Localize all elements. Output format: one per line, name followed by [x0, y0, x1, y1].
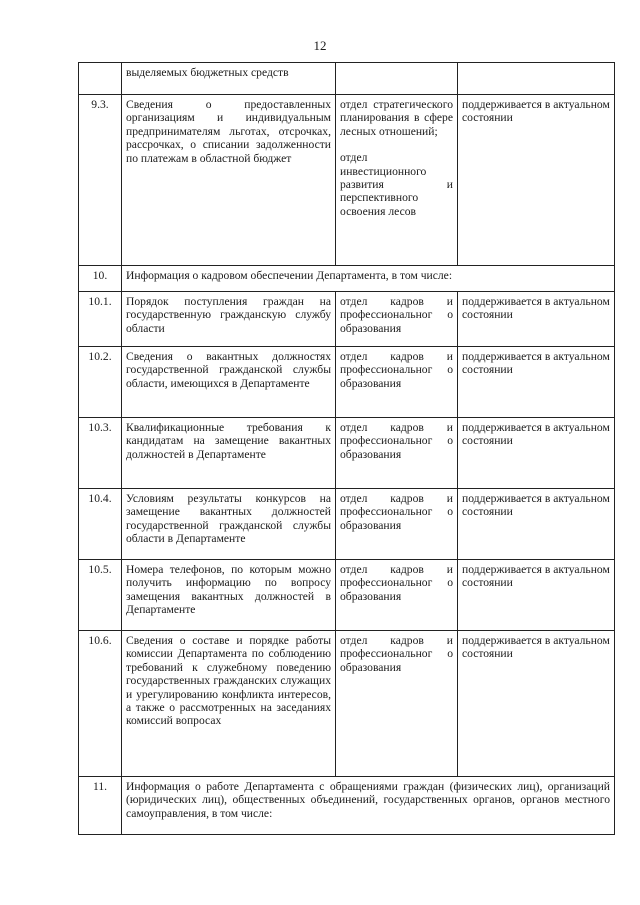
row-department-cell: отдел кадров и профессиональног о образования — [336, 631, 458, 777]
table-row — [79, 489, 615, 560]
row-number-cell: 9.3. — [79, 95, 122, 266]
row-number-cell: 10.2. — [79, 347, 122, 418]
row-number-cell: 10.3. — [79, 418, 122, 489]
row-number-cell: 10. — [79, 266, 122, 292]
row-description-cell: Сведения о составе и порядке работы комиссии Департамента по соблюдению требований к служебному поведению государственных гражданских служащих и урегулированию конфликта интересов, а также о рассмотренных на заседаниях комиссий вопросах — [122, 631, 336, 777]
row-department-cell: отдел кадров и профессиональног о образования — [336, 292, 458, 347]
row-number-cell: 10.6. — [79, 631, 122, 777]
table-row — [79, 95, 615, 266]
row-department-cell — [336, 63, 458, 95]
row-description-cell: Сведения о предоставленных организациям и индивидуальным предпринимателям льготах, отсрочках, рассрочках, о списании задолженности по платежам в областной бюджет — [122, 95, 336, 266]
row-number-cell: 11. — [79, 777, 122, 835]
row-department-cell: отдел кадров и профессиональног о образования — [336, 347, 458, 418]
row-department-cell: отдел кадров и профессиональног о образования — [336, 560, 458, 631]
row-status-cell: поддерживается в актуальном состоянии — [458, 489, 615, 560]
section-header-row — [79, 266, 615, 292]
page-number: 12 — [313, 38, 327, 53]
row-description-cell: выделяемых бюджетных средств — [122, 63, 336, 95]
spacer — [340, 138, 453, 151]
row-number-cell — [79, 63, 122, 95]
row-number-cell: 10.4. — [79, 489, 122, 560]
row-status-cell — [458, 63, 615, 95]
table-row — [79, 292, 615, 347]
row-department-cell — [336, 95, 458, 266]
row-number-cell: 10.1. — [79, 292, 122, 347]
row-description-cell: Номера телефонов, по которым можно получить информацию по вопросу замещения вакантных должностей в Департаменте — [122, 560, 336, 631]
row-status-cell: поддерживается в актуальном состоянии — [458, 347, 615, 418]
section-header-row — [79, 777, 615, 835]
row-department-cell: отдел кадров и профессиональног о образования — [336, 418, 458, 489]
row-number-cell: 10.5. — [79, 560, 122, 631]
row-description-cell: Квалификационные требования к кандидатам на замещение вакантных должностей в Департаменте — [122, 418, 336, 489]
row-department-cell: отдел кадров и профессиональног о образования — [336, 489, 458, 560]
information-table — [78, 62, 615, 835]
section-header-text: Информация о работе Департамента с обращениями граждан (физических лиц), организаций (юридических лиц), общественных объединений, государственных органов, органов местного самоуправления, в том числе: — [122, 777, 615, 835]
table-row — [79, 631, 615, 777]
row-status-cell: поддерживается в актуальном состоянии — [458, 631, 615, 777]
table-row — [79, 63, 615, 95]
row-description-cell: Сведения о вакантных должностях государственной гражданской службы области, имеющихся в Департаменте — [122, 347, 336, 418]
table-row — [79, 347, 615, 418]
table-row — [79, 418, 615, 489]
row-status-cell: поддерживается в актуальном состоянии — [458, 560, 615, 631]
section-header-text: Информация о кадровом обеспечении Департамента, в том числе: — [122, 266, 615, 292]
row-status-cell: поддерживается в актуальном состоянии — [458, 292, 615, 347]
row-status-cell: поддерживается в актуальном состоянии — [458, 95, 615, 266]
table-row — [79, 560, 615, 631]
row-status-cell: поддерживается в актуальном состоянии — [458, 418, 615, 489]
department-name: отдел инвестиционного развития и перспективного освоения лесов — [340, 151, 453, 218]
row-description-cell: Условиям результаты конкурсов на замещение вакантных должностей государственной гражданской службы области в Департаменте — [122, 489, 336, 560]
department-name: отдел стратегического планирования в сфере лесных отношений; — [340, 98, 453, 138]
row-description-cell: Порядок поступления граждан на государственную гражданскую службу области — [122, 292, 336, 347]
